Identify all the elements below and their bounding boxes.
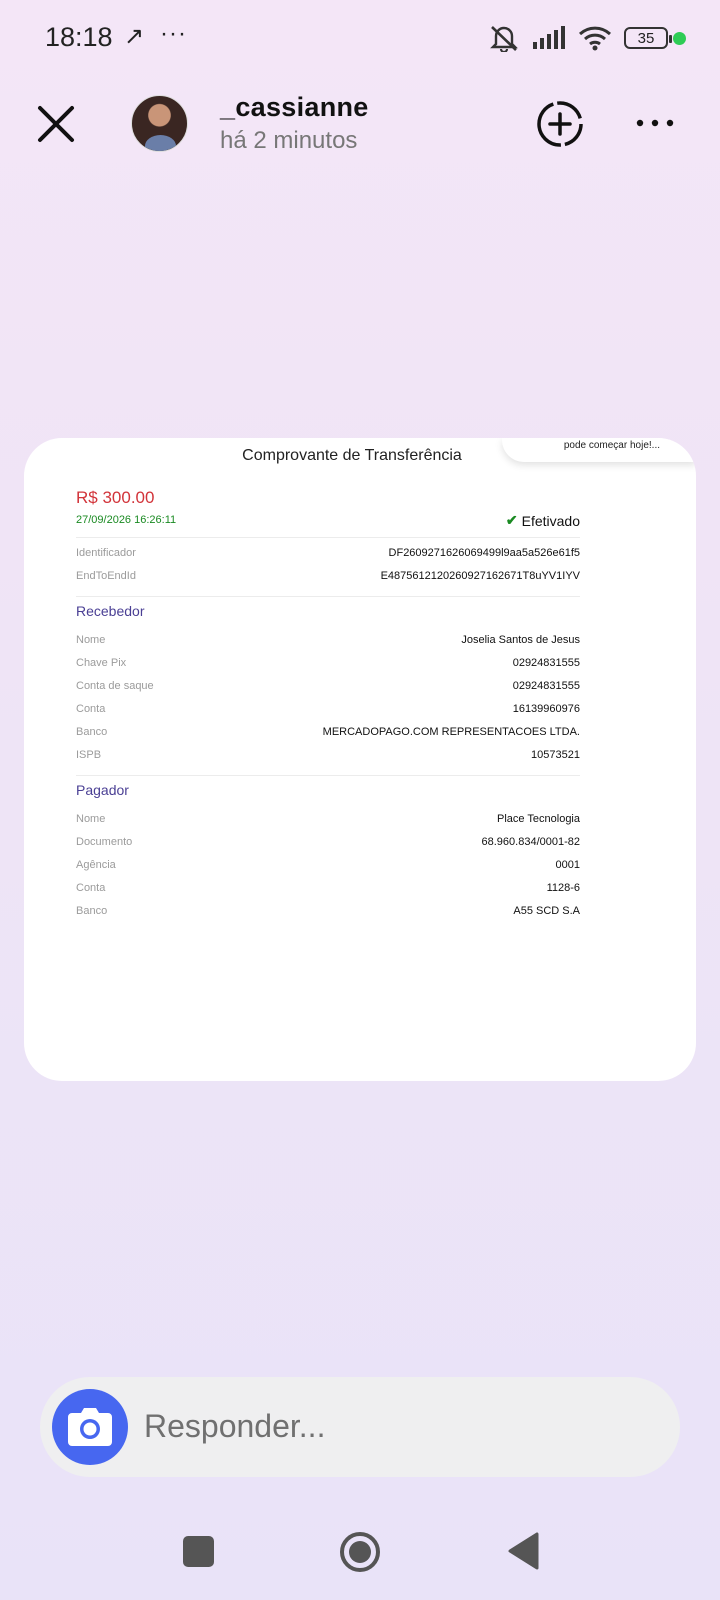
status-time: 18:18	[45, 22, 113, 52]
divider	[76, 537, 580, 538]
divider	[76, 775, 580, 776]
receipt-row	[76, 545, 580, 563]
receipt-row	[76, 834, 580, 852]
post-time: há 2 minutos	[220, 127, 358, 154]
system-nav-bar	[0, 1520, 720, 1590]
more-icon[interactable]	[630, 108, 680, 138]
receipt-row	[76, 880, 580, 898]
row-value: 02924831555	[512, 680, 580, 692]
row-label: Conta de saque	[76, 680, 154, 692]
receipt-row	[76, 568, 580, 586]
reply-input[interactable]: Responder...	[144, 1408, 326, 1444]
receiver-section-title: Recebedor	[76, 603, 145, 619]
reply-bar[interactable]	[40, 1377, 680, 1477]
row-value: Place Tecnologia	[497, 813, 580, 825]
close-icon[interactable]	[32, 100, 80, 148]
row-label: Banco	[76, 905, 108, 917]
receipt-title: Comprovante de Transferência	[242, 447, 462, 464]
notification-toast: pode começar hoje!...	[502, 438, 696, 462]
row-value: E4875612120260927162671T8uYV1IYV	[380, 570, 580, 582]
row-label: Identificador	[76, 547, 136, 559]
check-icon: ✔	[505, 512, 518, 528]
row-value: A55 SCD S.A	[513, 905, 580, 917]
status-label: Efetivado	[521, 512, 580, 529]
recents-button[interactable]	[183, 1536, 214, 1567]
row-value: 1128-6	[546, 882, 580, 894]
receipt-row	[76, 811, 580, 829]
avatar[interactable]	[131, 95, 188, 152]
status-icons	[488, 23, 668, 53]
username[interactable]: _cassianne	[220, 92, 369, 122]
transfer-amount: R$ 300.00	[76, 488, 155, 507]
home-button[interactable]	[339, 1531, 381, 1573]
wifi-icon	[578, 25, 612, 51]
row-label: Documento	[76, 836, 133, 848]
receipt-row	[76, 857, 580, 875]
row-value: Joselia Santos de Jesus	[461, 634, 580, 646]
receipt-row	[76, 678, 580, 696]
row-value: 0001	[555, 859, 580, 871]
location-arrow-icon: ↗	[124, 23, 145, 50]
privacy-indicator-dot	[673, 32, 686, 45]
transfer-receipt-card	[24, 438, 696, 1081]
transfer-datetime: 27/09/2026 16:26:11	[76, 514, 177, 526]
camera-button[interactable]	[52, 1389, 128, 1465]
story-header	[0, 80, 720, 170]
row-value: 68.960.834/0001-82	[481, 836, 580, 848]
row-value: DF2609271626069499l9aa5a526e61f5	[388, 547, 580, 559]
battery-icon: 35	[624, 27, 668, 49]
row-value: MERCADOPAGO.COM REPRESENTACOES LTDA.	[322, 726, 580, 738]
status-badge	[506, 512, 580, 529]
row-label: Conta	[76, 882, 106, 894]
row-label: Conta	[76, 703, 106, 715]
back-button[interactable]	[507, 1532, 539, 1570]
payer-section-title: Pagador	[76, 782, 129, 798]
row-label: Chave Pix	[76, 657, 127, 669]
row-label: Nome	[76, 634, 106, 646]
row-label: Agência	[76, 859, 116, 871]
row-value: 16139960976	[512, 703, 580, 715]
add-story-icon[interactable]	[534, 98, 586, 150]
receipt-row	[76, 747, 580, 765]
row-label: Banco	[76, 726, 108, 738]
divider	[76, 596, 580, 597]
notification-dots-icon: ···	[160, 20, 187, 47]
row-label: Nome	[76, 813, 106, 825]
signal-icon	[532, 26, 566, 50]
row-label: EndToEndId	[76, 570, 136, 582]
receipt-row	[76, 903, 580, 921]
mute-bell-icon	[488, 24, 520, 52]
row-label: ISPB	[76, 749, 102, 761]
receipt-row	[76, 724, 580, 742]
status-bar	[0, 0, 720, 80]
row-value: 10573521	[531, 749, 580, 761]
receipt-row	[76, 701, 580, 719]
row-value: 02924831555	[512, 657, 580, 669]
camera-icon	[67, 1407, 113, 1447]
receipt-row	[76, 632, 580, 650]
receipt-row	[76, 655, 580, 673]
